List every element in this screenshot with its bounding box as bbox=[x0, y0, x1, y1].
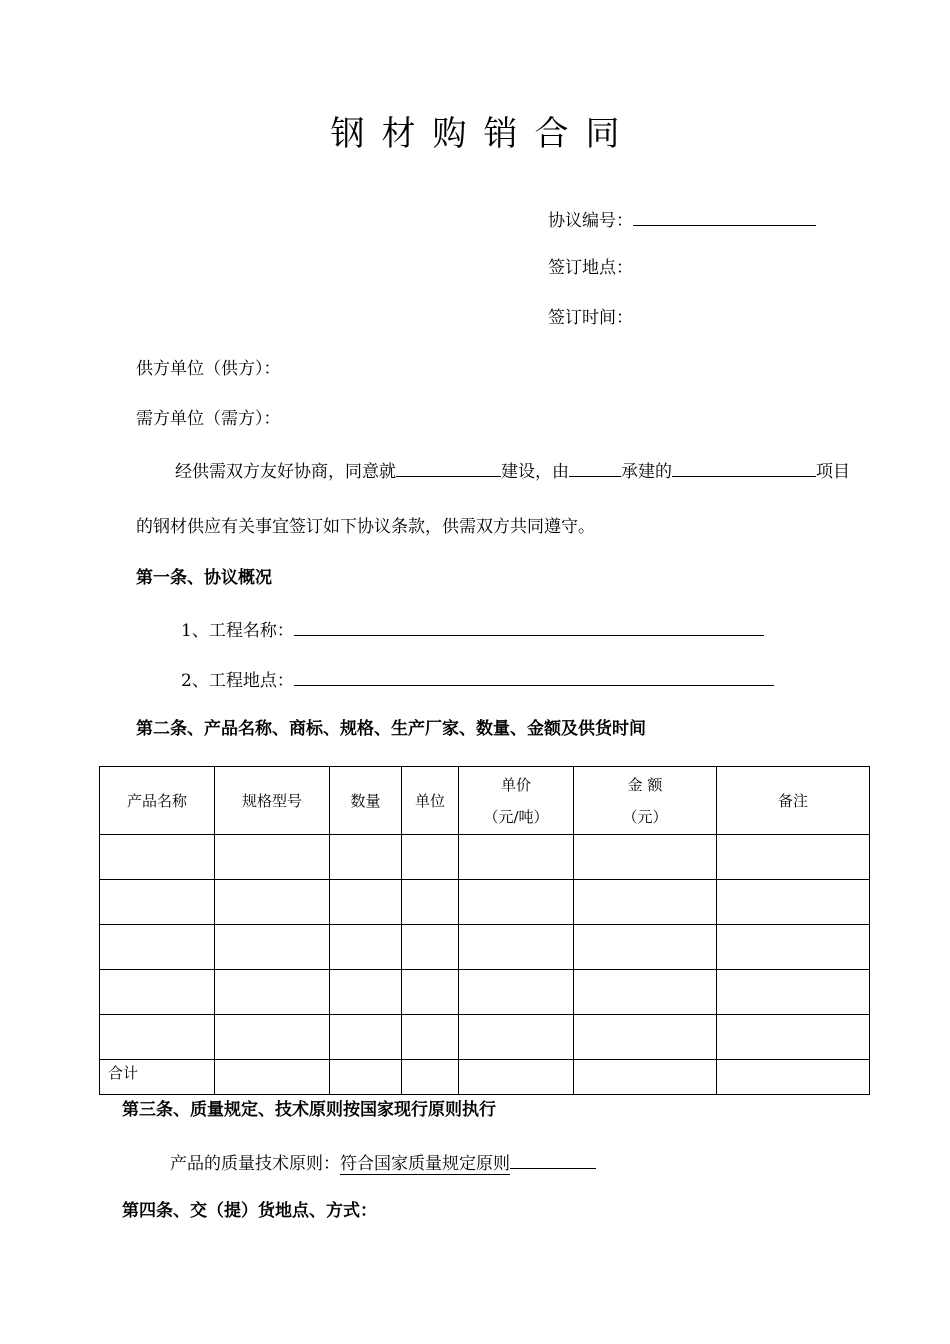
header-amount: 金 额 （元） bbox=[574, 767, 717, 835]
article-2-heading: 第二条、产品名称、商标、规格、生产厂家、数量、金额及供货时间 bbox=[136, 719, 646, 739]
project-location-blank[interactable] bbox=[294, 666, 774, 686]
buyer-label: 需方单位（需方）： bbox=[136, 409, 281, 429]
supplier-label: 供方单位（供方）： bbox=[136, 359, 281, 379]
project-blank[interactable] bbox=[672, 457, 816, 477]
document-title: 钢材购销合同 bbox=[330, 114, 637, 154]
table-row bbox=[100, 970, 870, 1015]
project-name-blank[interactable] bbox=[294, 616, 764, 636]
quality-line bbox=[170, 1149, 596, 1176]
quality-label: 产品的质量技术原则： bbox=[170, 1154, 340, 1174]
construction-blank[interactable] bbox=[396, 457, 501, 477]
intro-text-2: 建设，由 bbox=[501, 462, 569, 482]
project-location-label: 2、工程地点： bbox=[181, 671, 294, 691]
table-header-row bbox=[100, 767, 870, 835]
header-remark: 备注 bbox=[717, 767, 870, 835]
header-unit-price: 单价 （元/吨） bbox=[459, 767, 574, 835]
quality-value[interactable]: 符合国家质量规定原则 bbox=[340, 1154, 510, 1174]
project-name-line bbox=[181, 616, 764, 643]
agreement-number-blank[interactable] bbox=[633, 206, 816, 226]
table-total-row bbox=[100, 1060, 870, 1095]
table-row bbox=[100, 925, 870, 970]
intro-text-3: 承建的 bbox=[621, 462, 672, 482]
header-product-name: 产品名称 bbox=[100, 767, 215, 835]
intro-text-4: 项目 bbox=[816, 462, 850, 482]
header-quantity: 数量 bbox=[330, 767, 402, 835]
intro-line-2: 的钢材供应有关事宜签订如下协议条款，供需双方共同遵守。 bbox=[136, 517, 595, 537]
intro-line-1 bbox=[175, 457, 850, 484]
goods-table bbox=[99, 766, 870, 1095]
project-name-label: 1、工程名称： bbox=[181, 621, 294, 641]
intro-text-1: 经供需双方友好协商，同意就 bbox=[175, 462, 396, 482]
quality-blank[interactable] bbox=[510, 1149, 596, 1169]
agreement-number-line bbox=[548, 206, 816, 233]
project-location-line bbox=[181, 666, 774, 693]
header-unit: 单位 bbox=[402, 767, 459, 835]
article-1-heading: 第一条、协议概况 bbox=[136, 568, 272, 588]
article-4-heading: 第四条、交（提）货地点、方式： bbox=[122, 1201, 377, 1221]
article-3-heading: 第三条、质量规定、技术原则按国家现行原则执行 bbox=[122, 1100, 496, 1120]
total-label: 合计 bbox=[100, 1060, 215, 1095]
sign-place-label: 签订地点： bbox=[548, 258, 633, 278]
table-row bbox=[100, 880, 870, 925]
contractor-blank[interactable] bbox=[569, 457, 621, 477]
header-spec: 规格型号 bbox=[215, 767, 330, 835]
agreement-number-label: 协议编号： bbox=[548, 211, 633, 231]
table-row bbox=[100, 835, 870, 880]
table-row bbox=[100, 1015, 870, 1060]
sign-time-label: 签订时间： bbox=[548, 308, 633, 328]
